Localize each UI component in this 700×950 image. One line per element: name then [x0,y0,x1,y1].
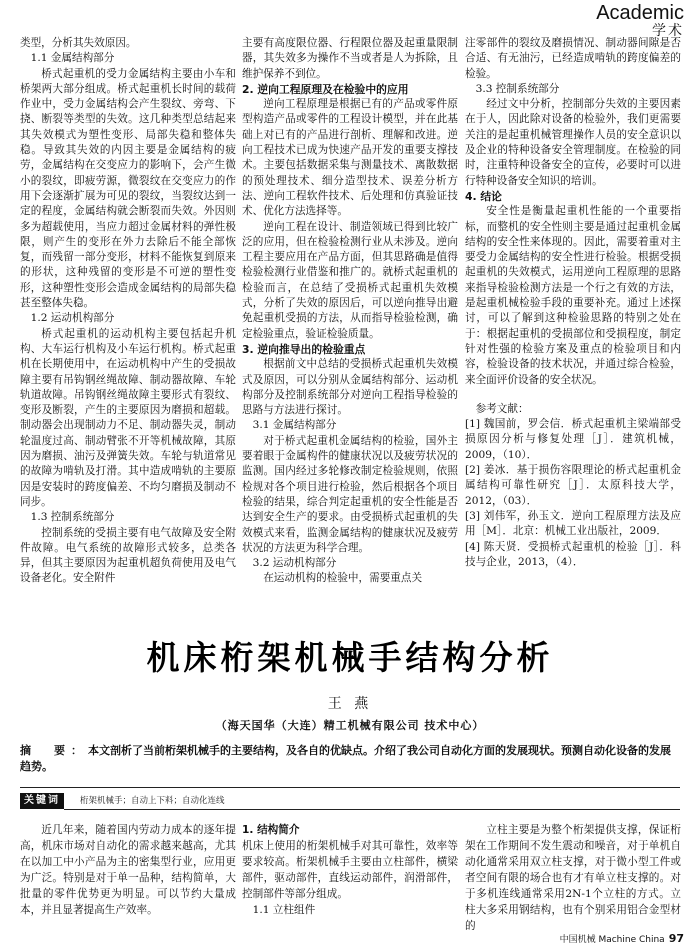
body-column-3 [465,822,681,934]
paragraph: 桥式起重机的受力金属结构主要由小车和桥架两大部分组成。桥式起重机长时间的载荷作业中，受力金属结构会产生裂纹、旁弯、下挠、断裂等类型的失效。这几种类型总结起来其失效模式为塑性变形、局部失稳和整体失稳。导致其失效的内因主要是金属结构的疲劳，金属结构在交变应力的影响下，会产生微小的裂纹，即疲劳源，微裂纹在交变应力的作用下会逐渐扩展为可见的裂纹，当裂纹达到一定的程度，金属结构就会断裂而失效。外因则多为超载使用，当应力超过金属材料的弹性极限，则产生的变形在外力去除后不能全部恢复，而残留一部分变形，材料不能恢复到原来的形状，这种残留的变形是不可逆的塑性变形，这种塑性变形会造成金属结构的局部失稳甚至整体失稳。 [20,67,236,310]
prev-article-column-3 [465,36,681,570]
header-academic-zh: 学术 [652,23,684,39]
paragraph: 类型，分析其失效原因。 [20,37,137,49]
header-academic-en: Academic [596,2,684,24]
paragraph: 立柱主要是为整个桁架提供支撑，保证桁架在工作期间不发生震动和噪音，对于单机自动化通常采用双立柱支撑，对于微小型工件或者空间有限的场合也有才有单立柱支撑的。对于多机连线通常采用2N-1个立柱的方式。立柱大多采用钢结构，也有个别采用铝合金型材的 [465,824,681,932]
article-affiliation: （海天国华（大连）精工机械有限公司 技术中心） [215,719,485,732]
reference-item: [3] 刘伟军，孙玉文．逆向工程原理方法及应用［M］．北京：机械工业出版社，2009． [465,509,681,538]
subheading: 3.1 金属结构部分 [252,419,337,432]
paragraph: 逆向工程在设计、制造领域已得到比较广泛的应用，但在检验检测行业从未涉及。逆向工程主要应用在产品方面，但其思路确是值得检验检测行业借鉴和推广的。就桥式起重机的检验而言，在总结了受损桥式起重机失效模式，分析了失效的原因后，可以逆向推导出避免起重机受损的方法，从而指导检验检测，确定检验重点，验证检验质量。 [242,220,458,340]
subheading: 1.1 金属结构部分 [30,52,115,65]
reference-item: [1] 魏国前，罗会信．桥式起重机主梁端部受损原因分析与修复处理［J］．建筑机械，2009，（10）． [465,418,681,461]
section-heading: 3. 逆向推导出的检验重点 [242,342,366,356]
subheading: 1.1 立柱组件 [252,904,316,916]
section-heading: 2. 逆向工程原理及在检验中的应用 [242,82,409,96]
section-heading: 1. 结构简介 [242,824,300,836]
paragraph: 在运动机构的检验中，需要重点关 [263,572,423,585]
keywords-bar [20,787,680,808]
paragraph: 根据前文中总结的受损桥式起重机失效模式及原因，可以分别从金属结构部分、运动机构部分及控制系统部分对逆向工程指导检验的思路与方法进行探讨。 [242,358,458,417]
paragraph: 安全性是衡量起重机性能的一个重要指标，而整机的安全性则主要是通过起重机金属结构的安全性来体现的。因此，需要着重对主要受力金属结构的安全性进行检验。根据受损起重机的失效模式，运用逆向工程原理的思路来指导检验检测方法是一个行之有效的方法，是起重机械检验手段的重要补充。通过上述探讨，可以了解到这种检验思路的特别之处在于：根据起重机的受损部位和受损程度，制定针对性强的检验方案及重点的检验项目和内容，检验设备的技术状况，并通过综合检验，来全面评价设备的安全状况。 [465,205,681,386]
references-heading: 参考文献： [475,402,529,415]
keywords-label: 关键词 [20,793,64,809]
body-column-1 [20,822,236,918]
article-title: 机床桁架机械手结构分析 [146,638,554,677]
page-number: 97 [668,932,684,945]
abstract [20,743,680,775]
section-heading: 4. 结论 [465,189,502,203]
divider [64,809,680,810]
paragraph: 控制系统的受损主要有电气故障及安全附件故障。电气系统的故障形式较多，总类各异，但其主要原因为起重机超负荷使用及电气设备老化。安全附件 [20,526,236,585]
abstract-text: 本文剖析了当前桁架机械手的主要结构，及各自的优缺点。介绍了我公司自动化方面的发展现状。预测自动化设备的发展趋势。 [20,744,671,773]
paragraph: 近几年来，随着国内劳动力成本的逐年提高，机床市场对自动化的需求越来越高，尤其在以加工中小产品为主的密集型行业，应用更为广泛。特别是对于单一品种，结构简单，大批量的零件优势更为明显。可以节约大量成本，并且显著提高生产效率。 [20,824,236,916]
paragraph: 桥式起重机的运动机构主要包括起升机构、大车运行机构及小车运行机构。桥式起重机在长期使用中，在运动机构中产生的受损故障主要有吊钩钢丝绳故障、制动器故障、车轮轨道故障。吊钩钢丝绳故障主要形式有裂纹、变形及断裂，产生的主要原因为磨损和超载。制动器会出现制动力不足、制动器失灵，制动轮温度过高、制动臂张不开等机械故障，其原因为磨损、油污及弹簧失效。车轮与轨道常见的故障为啃轨及打滑。其中造成啃轨的主要原因是安装时的跨度偏差、不均匀磨损及制动不同步。 [20,327,236,508]
journal-name: 中国机械 Machine China [559,935,665,945]
prev-article-column-2 [242,36,458,587]
abstract-label: 摘 要： [20,744,88,757]
section-header [596,2,684,39]
prev-article-column-1 [20,36,236,587]
reference-item: [2] 姜冰．基于损伤容限理论的桥式起重机金属结构可靠性研究［J］．太原科技大学，2012，（03）． [465,464,681,507]
paragraph: 注零部件的裂纹及磨损情况、制动器间隙是否合适、有无油污，已经造成啃轨的跨度偏差的检验。 [465,37,681,80]
paragraph: 逆向工程原理是根据已有的产品或零件原型构造产品或零件的工程设计模型，并在此基础上对已有的产品进行剖析、理解和改进。逆向工程技术已成为快速产品开发的重要支撑技术。主要包括数据采集与测量技术、离散数据的预处理技术、细分造型技术、误差分析方法、逆向工程软件技术、后处理和仿真验证技术、优化方法选择等。 [242,98,458,218]
paragraph: 主要有高度限位器、行程限位器及起重量限制器，其失效多为操作不当或者是人为拆除，且维护保养不到位。 [242,37,458,80]
paragraph: 机床上使用的桁架机械手对其可靠性，效率等要求较高。桁架机械手主要由立柱部件，横梁部件，驱动部件，直线运动部件，润滑部件，控制部件等部分组成。 [242,840,458,900]
subheading: 3.2 运动机构部分 [252,557,337,570]
keywords-values: 桁架机械手；自动上下料；自动化连线 [80,796,225,806]
body-column-2 [242,822,458,918]
paragraph: 对于桥式起重机金属结构的检验，国外主要着眼于金属构件的健康状况以及疲劳状况的监测。国内经过多轮修改制定检验规则，依照检规对各个项目进行检验，然后根据各个项目检验的结果，综合判定起重机的安全性能是否达到安全生产的要求。由受损桥式起重机的失效模式来看，监测金属结构的健康状况及疲劳状况的方法更为科学合理。 [242,434,458,554]
subheading: 1.2 运动机构部分 [30,312,115,325]
reference-item: [4] 陈天贤．受损桥式起重机的检验［J］．科技与企业，2013，（4）． [465,540,681,568]
subheading: 3.3 控制系统部分 [475,82,560,95]
paragraph: 经过文中分析，控制部分失效的主要因素在于人，因此除对设备的检验外，我们更需要关注的是起重机械管理操作人员的安全意识以及企业的特种设备安全管理制度。在检验的同时，注重特种设备安全的宣传，必要时可以进行特种设备安全知识的培训。 [465,98,681,187]
article-author: 王 燕 [327,696,373,712]
page-footer [560,932,684,945]
subheading: 1.3 控制系统部分 [30,511,115,524]
